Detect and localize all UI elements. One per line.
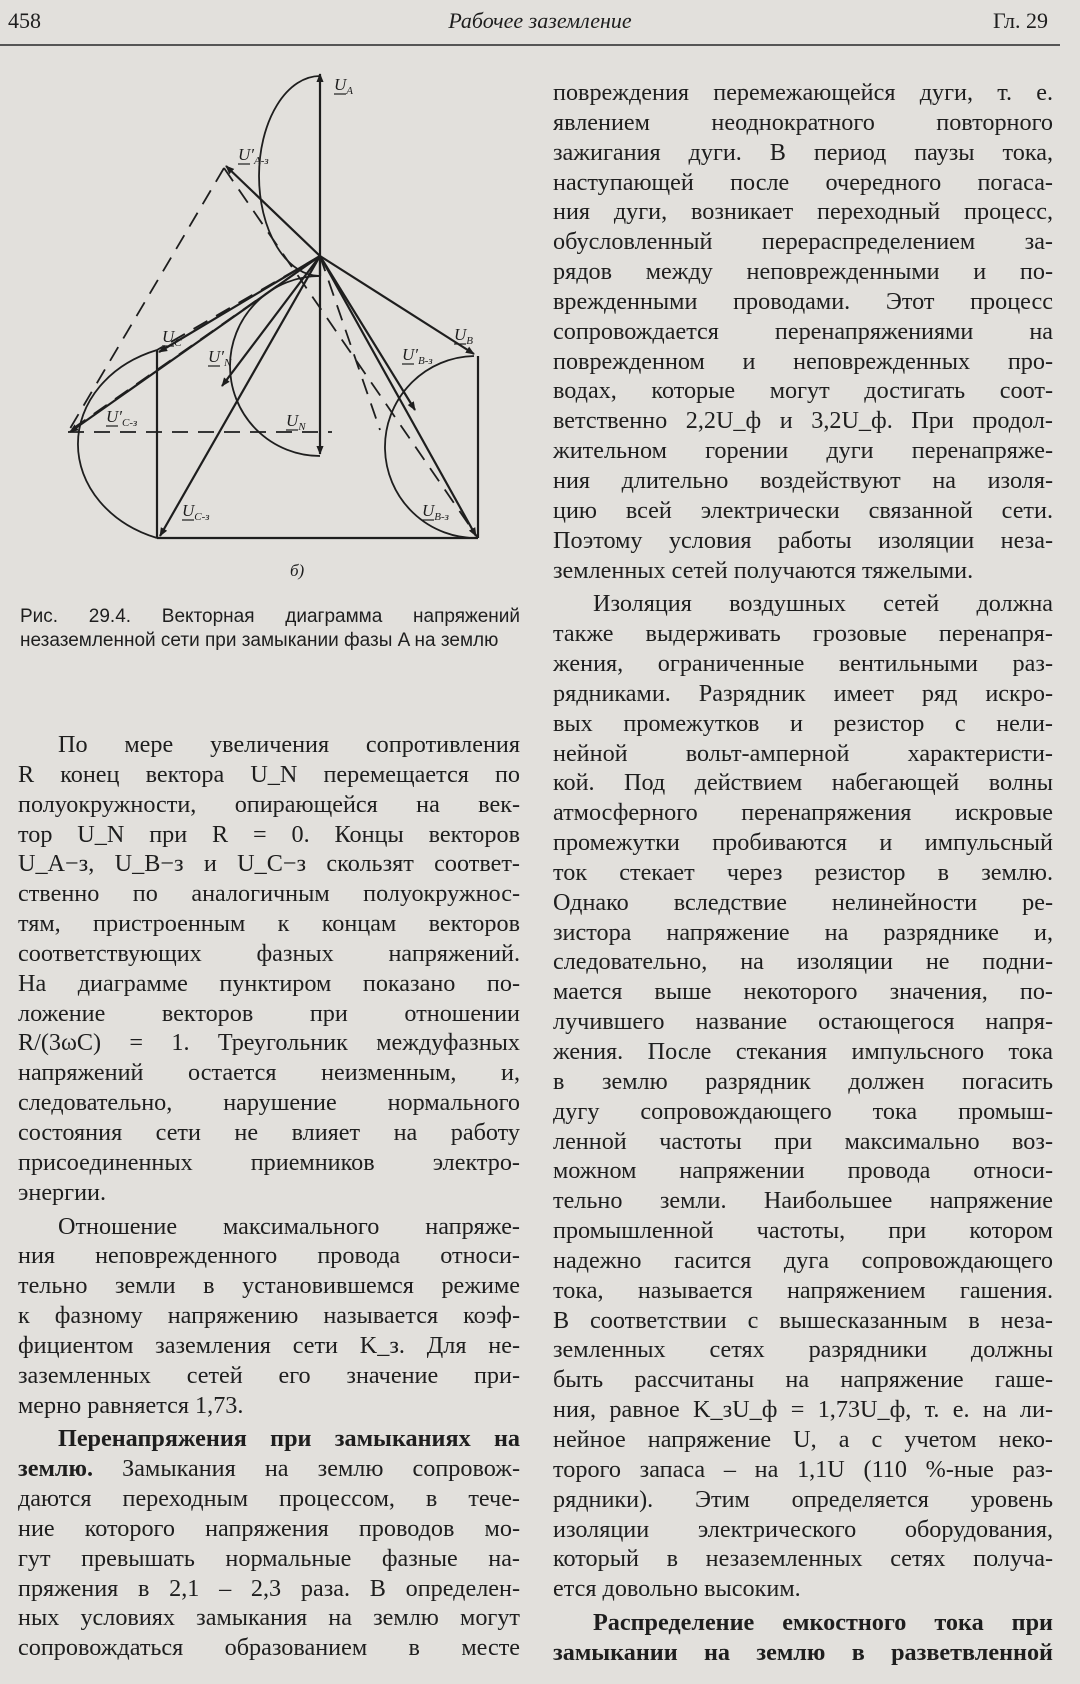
text-fragment: Замыкания на землю сопровож- [122,1455,521,1483]
section-heading-capacitive-current [553,1608,1053,1668]
text-line: заземленных сетей его значение при- [18,1361,520,1389]
text-line: атмосферного перенапряжения искровые [553,799,1053,827]
text-line: напряжений остается неизменным, и, [18,1059,520,1087]
chapter-label: Гл. 29 [992,8,1048,33]
text-line: гут превышать нормальные фазные на- [18,1544,520,1572]
running-head [0,8,1080,38]
text-line: Отношение максимального напряже- [58,1212,520,1240]
label-un: $U_N$ [286,411,306,433]
vector-ua3p [226,166,320,256]
vector-unp [222,256,320,386]
text-line: быть рассчитаны на напряжение гаше- [553,1366,1053,1394]
text-line: в землю разрядник должен погасить [553,1067,1053,1095]
text-line: В соответствии с вышесказанным в неза- [553,1306,1053,1334]
text-line: жения, ограниченные вентильными раз- [553,650,1053,678]
text-line: полуокружности, опирающейся на век- [18,790,520,818]
text-line: мерно равняется 1,73. [18,1391,244,1419]
running-title: Рабочее заземление [448,8,632,33]
text-line: повреждения перемежающейся дуги, т. е. [553,79,1053,106]
text-line: также выдерживать грозовые перенапря- [553,620,1053,648]
text-line: рядниками. Разрядник имеет ряд искро- [553,679,1053,707]
label-ub: $U_B$ [454,325,474,347]
text-line: обусловленный перераспределением за- [553,228,1053,256]
text-line: промышленной частоты, при котором [553,1217,1053,1245]
text-line: зажигания дуги. В период паузы тока, [553,138,1053,166]
text-line: По мере увеличения сопротивления [58,731,520,758]
section-heading: Перенапряжения при замыканиях на [58,1425,520,1453]
text-line: мается выше некоторого значения, по- [553,978,1053,1006]
text-line: фициентом заземления сети K_з. Для не- [18,1331,520,1359]
section-heading-end: землю. [18,1455,94,1483]
section-heading: замыкании на землю в разветвленной [553,1638,1053,1666]
text-line: R/(3ωC) = 1. Треугольник междуфазных [18,1029,520,1057]
page-number: 458 [8,8,41,33]
text-line: рядники). Этим определяется уровень [553,1485,1053,1513]
vector-ub [320,256,474,354]
dash-ua3-to-b [224,168,478,538]
figure-caption: Рис. 29.4. Векторная диаграмма напряжений незаземленной сети при замыкании фазы A на землю [20,606,520,651]
text-line: даются переходным процессом, в тече- [18,1485,520,1513]
text-line: ния дуги, возникает переходный процесс, [553,198,1053,226]
text-line: Изоляция воздушных сетей должна [593,590,1053,618]
paragraph-overvoltage [18,1424,520,1663]
text-line: вых промежутков и резистор с нели- [553,709,1053,737]
text-line: Поэтому условия работы изоляции неза- [553,526,1053,554]
vector-diagram-figure [20,60,520,600]
text-line: тока, называется напряжением гашения. [553,1276,1053,1304]
text-line: ние которого напряжения проводов мо- [18,1514,520,1542]
text-line: явлением неоднократного повторного [553,108,1053,136]
text-line: нейное напряжение U, а с учетом неко- [553,1425,1053,1453]
text-line: присоединенных приемников электро- [18,1148,520,1176]
text-line: пряжения в 2,1 – 2,3 раза. В определен- [18,1574,520,1602]
vector-uc [159,256,320,352]
label-ua3p: $U'_{A-з}$ [238,145,269,167]
text-line: R конец вектора U_N перемещается по [18,760,520,788]
text-line: энергии. [18,1178,107,1206]
text-line: лучившего название остающегося напря- [553,1008,1053,1036]
text-line: нейной вольт-амперной характеристи- [553,739,1053,767]
dash-ua3-to-c3 [68,168,224,432]
text-line: который в незаземленных сетях получа- [553,1545,1053,1573]
text-line: можном напряжении провода относи- [553,1157,1053,1185]
text-line: сопровождаться образованием в месте [18,1634,520,1662]
semicircle-n [230,276,320,456]
text-line: тям, пристроенным к концам векторов [18,910,520,938]
text-line: земленных сетях разрядники должны [553,1336,1053,1364]
label-uc3p: $U'_{C-з}$ [106,407,138,429]
vector-ub3p [320,256,415,410]
text-line: ния, равное K_зU_ф = 1,73U_ф, т. е. на ли- [553,1396,1053,1424]
text-line: ния неповрежденного провода относи- [18,1242,520,1270]
text-line: ток стекает через резистор в землю. [553,858,1053,886]
text-line: промежутки пробиваются и импульсный [553,829,1053,857]
text-line: тельно земли. Наибольшее напряжение [553,1187,1053,1215]
text-line: Однако вследствие нелинейности ре- [553,888,1053,916]
text-line: следовательно, на изоляции не подни- [553,948,1053,976]
panel-label: б) [290,561,305,580]
text-line: наступающей после очередного погаса- [553,168,1053,196]
text-line: жительном горении дуги перенапряже- [553,437,1053,465]
label-uc3: $U_{C-з}$ [182,501,210,523]
vector-uc3p [70,256,320,432]
text-line: следовательно, нарушение нормального [18,1089,520,1117]
section-heading: Распределение емкостного тока при [593,1609,1053,1637]
text-line: надежно гасится дуга сопровождающего [553,1246,1053,1274]
text-line: зистора напряжение на разряднике и, [553,918,1053,946]
text-line: ственно по аналогичным полуокружнос- [18,880,520,908]
label-ub3p: $U'_{B-з}$ [402,345,433,367]
paragraph-ground-factor [18,1212,520,1421]
label-ub3: $U_{B-з}$ [422,501,449,523]
right-column [553,78,1053,1668]
text-line: ложение векторов при отношении [18,999,520,1027]
header-rule [0,44,1060,46]
text-line: жения. После стекания импульсного тока [553,1038,1053,1065]
text-line: U_A−з, U_B−з и U_C−з скользят соответ- [18,850,520,878]
text-line: врежденными проводами. Этот процесс [553,287,1053,315]
text-line: ветственно 2,2U_ф и 3,2U_ф. При продол- [553,407,1053,435]
text-line: ных условиях замыкания на землю могут [18,1604,520,1632]
paragraph-intermittent-arc [553,78,1053,585]
text-line: земленных сетей получаются тяжелыми. [553,556,974,584]
text-line [18,1454,520,1484]
text-line: рядов между неповрежденными и по- [553,258,1053,286]
text-line: сопровождается перенапряжениями на [553,317,1053,345]
text-line: тельно земли в установившемся режиме [18,1272,520,1300]
label-uc: $U_C$ [162,327,182,349]
text-line: цию всей электрически связанной сети. [553,496,1053,524]
text-line: соответствующих фазных напряжений. [18,939,520,967]
text-line: тор U_N при R = 0. Концы векторов [18,820,520,848]
label-ua: $U_A$ [334,75,354,97]
text-line: кой. Под действием набегающей волны [553,769,1053,797]
text-line: дугу сопровождающего тока промыш- [553,1097,1053,1125]
label-unp: $U'_N$ [208,347,232,369]
dash-n-to-b3p [320,256,380,430]
text-line: На диаграмме пунктиром показано по- [18,969,520,997]
text-line: поврежденном и неповрежденных про- [553,347,1053,375]
text-line: водах, которые могут достигать соот- [553,377,1053,405]
vector-uc3 [160,256,320,536]
text-line: изоляции электрического оборудования, [553,1515,1053,1543]
text-line: состояния сети не влияет на работу [18,1118,520,1146]
text-line: ленной частоты при максимально воз- [553,1127,1053,1155]
text-line: ется довольно высоким. [553,1575,801,1603]
text-line: к фазному напряжению называется коэф- [18,1302,520,1330]
paragraph-semicircle [18,730,520,1208]
text-line: ния длительно воздействуют на изоля- [553,466,1053,494]
vector-diagram [20,60,520,600]
paragraph-arresters [553,589,1053,1604]
text-line: торого запаса – на 1,1U (110 %-ные раз- [553,1455,1053,1483]
left-column [18,730,520,1663]
